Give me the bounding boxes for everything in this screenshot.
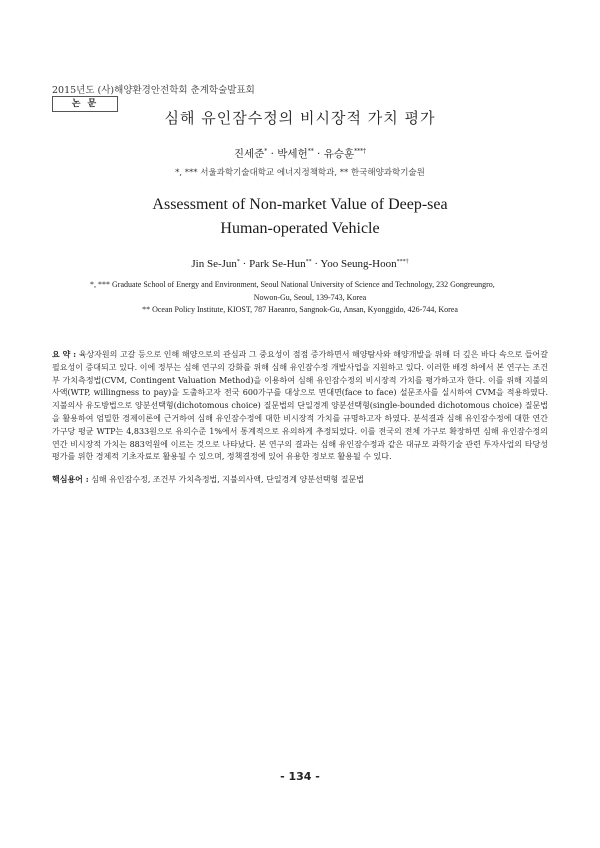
author-3-en: Yoo Seung-Hoon <box>320 258 397 270</box>
keywords-text: 심해 유인잠수정, 조건부 가치측정법, 지불의사액, 단일경계 양분선택형 질문법 <box>88 475 364 484</box>
author-1-en: Jin Se-Jun <box>191 258 237 270</box>
affiliation-1-line-2: Nowon-Gu, Seoul, 139-743, Korea <box>253 293 367 302</box>
abstract <box>52 348 548 464</box>
author-2-ko: 박세헌 <box>277 148 308 160</box>
author-separator: · <box>239 258 250 270</box>
author-separator: · <box>311 258 321 270</box>
korean-affiliation: *, *** 서울과학기술대학교 에너지정책학과, ** 한국해양과학기술원 <box>175 168 425 178</box>
author-3-en-mark: ***† <box>396 259 409 265</box>
korean-title: 심해 유인잠수정의 비시장적 가치 평가 <box>164 109 436 127</box>
author-separator: · <box>267 148 278 160</box>
english-title-line-1: Assessment of Non-market Value of Deep-sea <box>152 196 448 213</box>
korean-authors <box>0 146 600 161</box>
author-separator: · <box>313 148 324 160</box>
keywords-label: 핵심용어 : <box>52 474 89 484</box>
english-authors <box>0 258 600 270</box>
author-1-ko-mark: * <box>264 148 268 155</box>
page-number: - 134 - <box>280 770 320 783</box>
abstract-label: 요 약 : <box>52 349 77 359</box>
paper-type-badge: 논 문 <box>52 96 118 112</box>
keywords <box>52 474 548 485</box>
author-1-en-mark: * <box>236 259 240 265</box>
abstract-text: 육상자원의 고갈 등으로 인해 해양으로의 관심과 그 중요성이 점점 증가하면서 해양탐사와 해양개발을 위해 더 깊은 바다 속으로 들어갈 필요성이 증대되고 있다. 이에 정부는 심해 연구의 강화를 위해 심해 유인잠수정 개발사업을 지원하고 있다. 이러한 배경 하에서 본 연구는 조건부 가치측정법(CVM, Contingent Valuation Method)을 이용하여 심해 유인잠수정의 비시장적 가치를 평가하고자 한다. 이를 위해 지불의사액(WTP, willingness to pay)을 도출하고자 전국 600가구를 대상으로 면대면(face to face) 설문조사를 실시하여 CVM을 적용하였다. 지불의사 유도방법으로 양분선택형(dichotomous choice) 질문법의 단일경계 양분선택형(single-bounded dichotomous choice) 질문법을 활용하여 엄밀한 경제이론에 근거하여 심해 유인잠수정에 대한 비시장적 가치를 규명하고자 하였다. 분석결과 심해 유인잠수정에 대한 연간 가구당 평균 WTP는 4,833원으로 유의수준 1%에서 통계적으로 유의하게 추정되었다. 이를 전국의 전체 가구로 확장하면 심해 유인잠수정의 연간 비시장적 가치는 883억원에 이르는 것으로 나타났다. 본 연구의 결과는 심해 유인잠수정과 같은 대규모 과학기술 관련 투자사업의 타당성 평가를 위한 경제적 기초자료로 활용될 수 있으며, 정책결정에 있어 유용한 정보로 활용될 수 있다. <box>52 350 549 462</box>
english-affiliation-2: ** Ocean Policy Institute, KIOST, 787 Haeanro, Sangnok-Gu, Ansan, Kyonggido, 426-744, Korea <box>142 305 458 314</box>
author-2-ko-mark: ** <box>307 148 314 155</box>
author-2-en-mark: ** <box>305 259 312 265</box>
author-3-ko: 유승훈 <box>323 148 355 160</box>
conference-header: 2015년도 (사)해양환경안전학회 춘계학술발표회 <box>52 85 255 96</box>
author-2-en: Park Se-Hun <box>249 258 306 270</box>
affiliation-1-line-1: *, *** Graduate School of Energy and Environment, Seoul National University of Science and Technology, 232 Gongreungro, <box>90 280 495 289</box>
author-1-ko: 진세준 <box>233 148 265 160</box>
author-3-ko-mark: ***† <box>354 148 367 155</box>
english-affiliation-1 <box>90 278 530 304</box>
english-title-line-2: Human-operated Vehicle <box>220 220 380 237</box>
